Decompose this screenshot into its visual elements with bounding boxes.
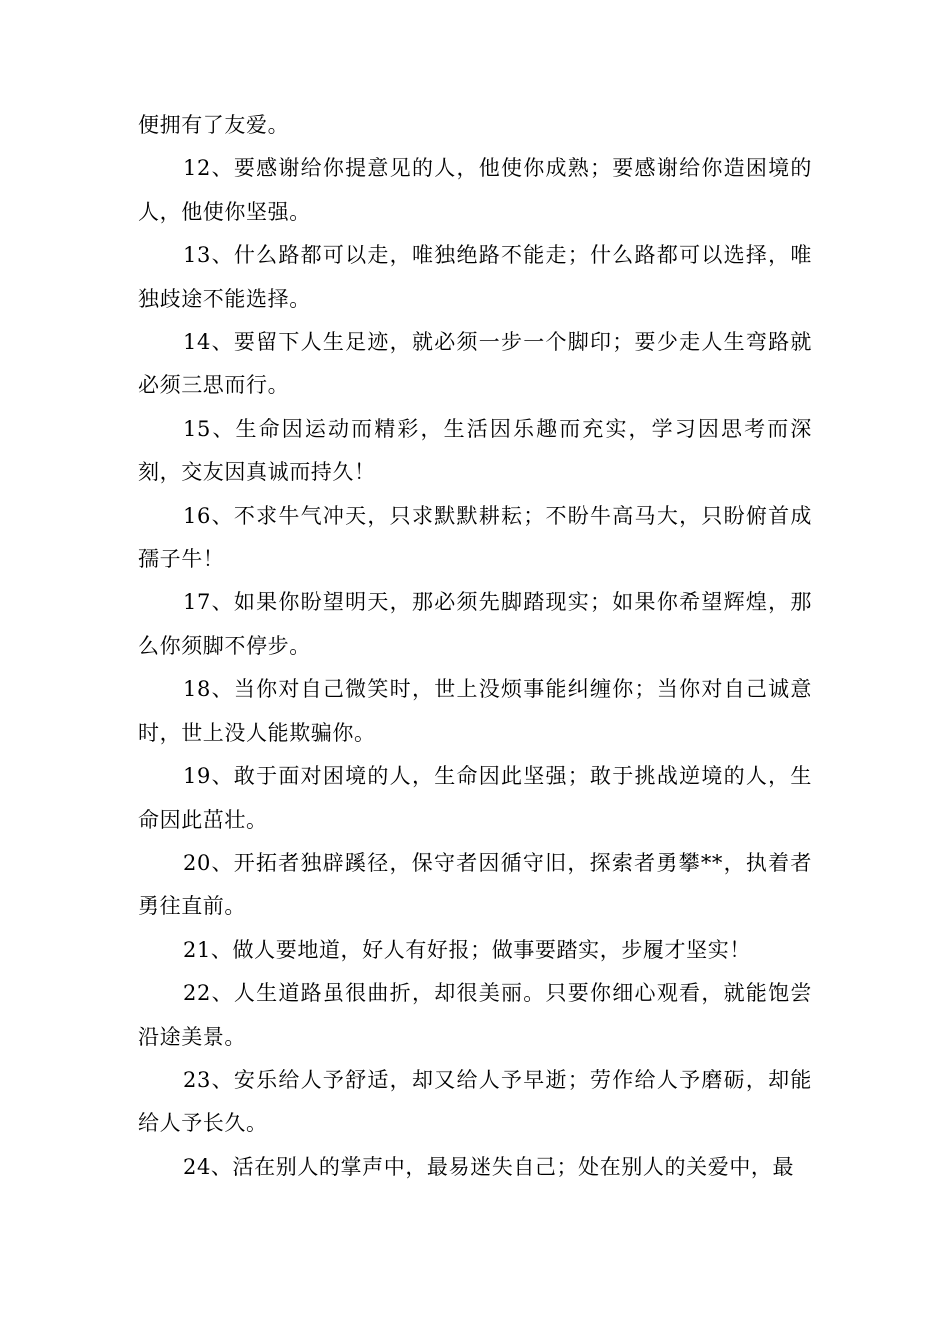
paragraph-item-24: 24、活在别人的掌声中，最易迷失自己；处在别人的关爱中，最 [183, 1154, 795, 1179]
paragraph-item-12: 12、要感谢给你提意见的人，他使你成熟；要感谢给你造困境的人，他使你坚强。 [138, 156, 812, 224]
paragraph-item-21: 21、做人要地道，好人有好报；做事要踏实，步履才坚实！ [183, 937, 751, 962]
paragraph-item-16: 16、不求牛气冲天，只求默默耕耘；不盼牛高马大，只盼俯首成孺子牛！ [138, 503, 812, 572]
paragraph-item-14: 14、要留下人生足迹，就必须一步一个脚印；要少走人生弯路就必须三思而行。 [138, 330, 812, 398]
paragraph-item-19: 19、敢于面对困境的人，生命因此坚强；敢于挑战逆境的人，生命因此茁壮。 [138, 764, 812, 832]
paragraph-item-15: 15、生命因运动而精彩，生活因乐趣而充实，学习因思考而深刻，交友因真诚而持久！ [138, 416, 812, 485]
document-body [138, 104, 812, 1189]
paragraph-continuation: 便拥有了友爱。 [138, 113, 290, 137]
paragraph-item-20: 20、开拓者独辟蹊径，保守者因循守旧，探索者勇攀**，执着者勇往直前。 [138, 850, 812, 919]
paragraph-item-23: 23、安乐给人予舒适，却又给人予早逝；劳作给人予磨砺，却能给人予长久。 [138, 1067, 812, 1136]
paragraph-item-17: 17、如果你盼望明天，那必须先脚踏现实；如果你希望辉煌，那么你须脚不停步。 [138, 590, 812, 658]
paragraph-item-13: 13、什么路都可以走，唯独绝路不能走；什么路都可以选择，唯独歧途不能选择。 [138, 243, 812, 311]
paragraph-item-22: 22、人生道路虽很曲折，却很美丽。只要你细心观看，就能饱尝沿途美景。 [138, 981, 812, 1049]
paragraph-item-18: 18、当你对自己微笑时，世上没烦事能纠缠你；当你对自己诚意时，世上没人能欺骗你。 [138, 677, 812, 745]
